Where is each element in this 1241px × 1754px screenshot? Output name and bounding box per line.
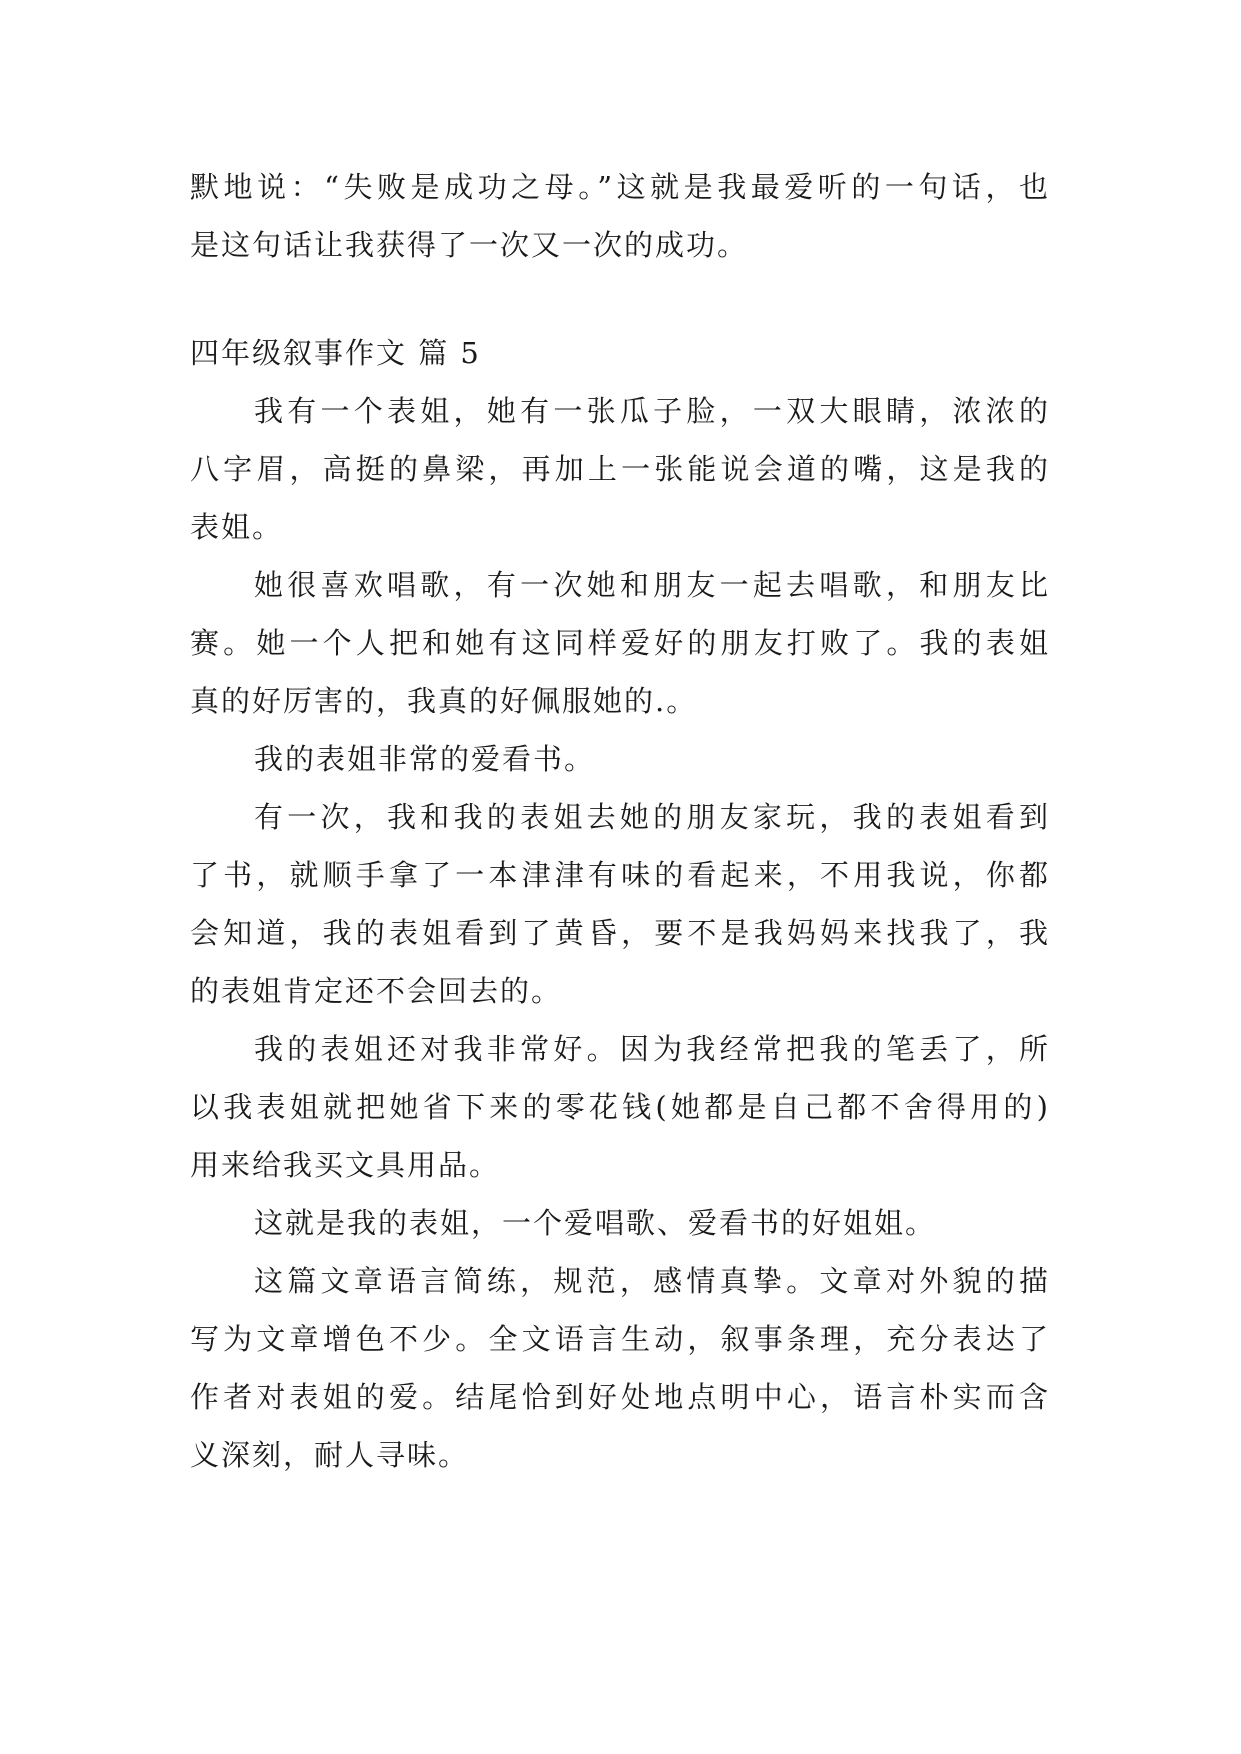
text-line: 这篇文章语言简练，规范，感情真挚。文章对外貌的描	[254, 1264, 1050, 1298]
paragraph-description	[190, 382, 1050, 556]
section-title: 四年级叙事作文 篇 5	[190, 336, 481, 370]
text-line: 会知道，我的表姐看到了黄昏，要不是我妈妈来找我了，我	[190, 916, 1050, 950]
text-line: 我的表姐还对我非常好。因为我经常把我的笔丢了，所	[254, 1032, 1050, 1066]
paragraph-commentary	[190, 1252, 1050, 1484]
text-line: 真的好厉害的，我真的好佩服她的.。	[190, 684, 698, 718]
text-line: 八字眉，高挺的鼻梁，再加上一张能说会道的嘴，这是我的	[190, 452, 1050, 486]
text-line: 义深刻，耐人寻味。	[190, 1438, 470, 1472]
text-line: 的表姐肯定还不会回去的。	[190, 974, 563, 1008]
text-line: 用来给我买文具用品。	[190, 1148, 501, 1182]
text-line: 这就是我的表姐，一个爱唱歌、爱看书的好姐姐。	[254, 1206, 937, 1240]
paragraph-kindness	[190, 1020, 1050, 1194]
text-line: 她很喜欢唱歌，有一次她和朋友一起去唱歌，和朋友比	[254, 568, 1050, 602]
text-line: 我有一个表姐，她有一张瓜子脸，一双大眼睛，浓浓的	[254, 394, 1050, 428]
text-line: 我的表姐非常的爱看书。	[254, 742, 596, 776]
text-line: 表姐。	[190, 510, 284, 544]
paragraph-summary	[190, 1194, 1050, 1252]
paragraph-singing	[190, 556, 1050, 730]
paragraph-reading	[190, 730, 1050, 788]
text-line: 以我表姐就把她省下来的零花钱(她都是自己都不舍得用的)	[190, 1090, 1050, 1124]
document-page	[190, 158, 1050, 1484]
text-line: 写为文章增色不少。全文语言生动，叙事条理，充分表达了	[190, 1322, 1050, 1356]
text-line: 有一次，我和我的表姐去她的朋友家玩，我的表姐看到	[254, 800, 1050, 834]
text-line: 了书，就顺手拿了一本津津有味的看起来，不用我说，你都	[190, 858, 1050, 892]
continued-paragraph	[190, 158, 1050, 274]
paragraph-visit	[190, 788, 1050, 1020]
text-line: 是这句话让我获得了一次又一次的成功。	[190, 228, 749, 262]
text-line: 赛。她一个人把和她有这同样爱好的朋友打败了。我的表姐	[190, 626, 1050, 660]
text-line: 默地说：“失败是成功之母。”这就是我最爱听的一句话，也	[190, 170, 1050, 204]
text-line: 作者对表姐的爱。结尾恰到好处地点明中心，语言朴实而含	[190, 1380, 1050, 1414]
